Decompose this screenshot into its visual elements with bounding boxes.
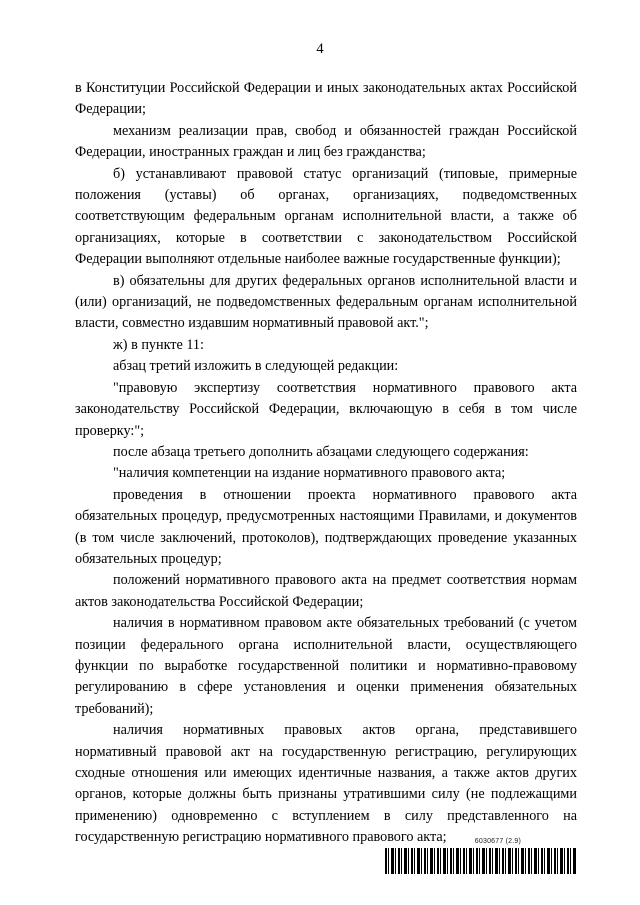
- paragraph: проведения в отношении проекта нормативного правового акта обязательных процедур, предусмотренных настоящими Правилами, и документов (в том числе заключений, протоколов), подтверждающих проведение указанных обязательных процедур;: [75, 486, 577, 567]
- barcode-icon: [385, 848, 577, 874]
- paragraph: наличия в нормативном правовом акте обязательных требований (с учетом позиции федерального органа исполнительной власти, осуществляющего функции по выработке государственной политики и нормативно-правовому регулированию в сфере установления и оценки применения обязательных требований);: [75, 615, 577, 717]
- paragraph: наличия нормативных правовых актов органа, представившего нормативный правовой акт на государственную регистрацию, регулирующих сходные отношения или имеющих идентичные названия, а также актов других органов, которые должны быть признаны утратившими силу (не подлежащими применению) одновременно с вступлением в силу представленного на государственную регистрацию нормативного правового акта;: [75, 722, 577, 846]
- paragraph: в Конституции Российской Федерации и иных законодательных актах Российской Федерации;: [75, 80, 577, 118]
- paragraph: абзац третий изложить в следующей редакции:: [113, 358, 399, 375]
- paragraph: механизм реализации прав, свобод и обязанностей граждан Российской Федерации, иностранных граждан и лиц без гражданства;: [75, 122, 577, 161]
- document-stamp: [385, 838, 577, 874]
- paragraph: в) обязательны для других федеральных органов исполнительной власти и (или) организаций, не подведомственных федеральным органам исполнительной власти, совместно издавшим нормативный правовой акт.";: [75, 272, 577, 332]
- document-body: [75, 78, 577, 849]
- page-number: 4: [316, 41, 324, 57]
- paragraph: положений нормативного правового акта на предмет соответствия нормам актов законодательства Российской Федерации;: [75, 572, 577, 610]
- paragraph: после абзаца третьего дополнить абзацами следующего содержания:: [113, 443, 529, 460]
- paragraph: б) устанавливают правовой статус организаций (типовые, примерные положения (уставы) об органах, организациях, подведомственных соответствующим федеральным органам исполнительной власти, а также об организациях, которые в соответствии с законодательством Российской Федерации выполняют отдельные наиболее важные государственные функции);: [75, 165, 577, 268]
- paragraph: "правовую экспертизу соответствия нормативного правового акта законодательству Российской Федерации, включающую в себя в том числе проверку:";: [75, 379, 577, 439]
- paragraph: "наличия компетенции на издание нормативного правового акта;: [113, 465, 506, 482]
- stamp-code: 6030677 (2.9): [474, 838, 521, 845]
- paragraph: ж) в пункте 11:: [113, 336, 204, 353]
